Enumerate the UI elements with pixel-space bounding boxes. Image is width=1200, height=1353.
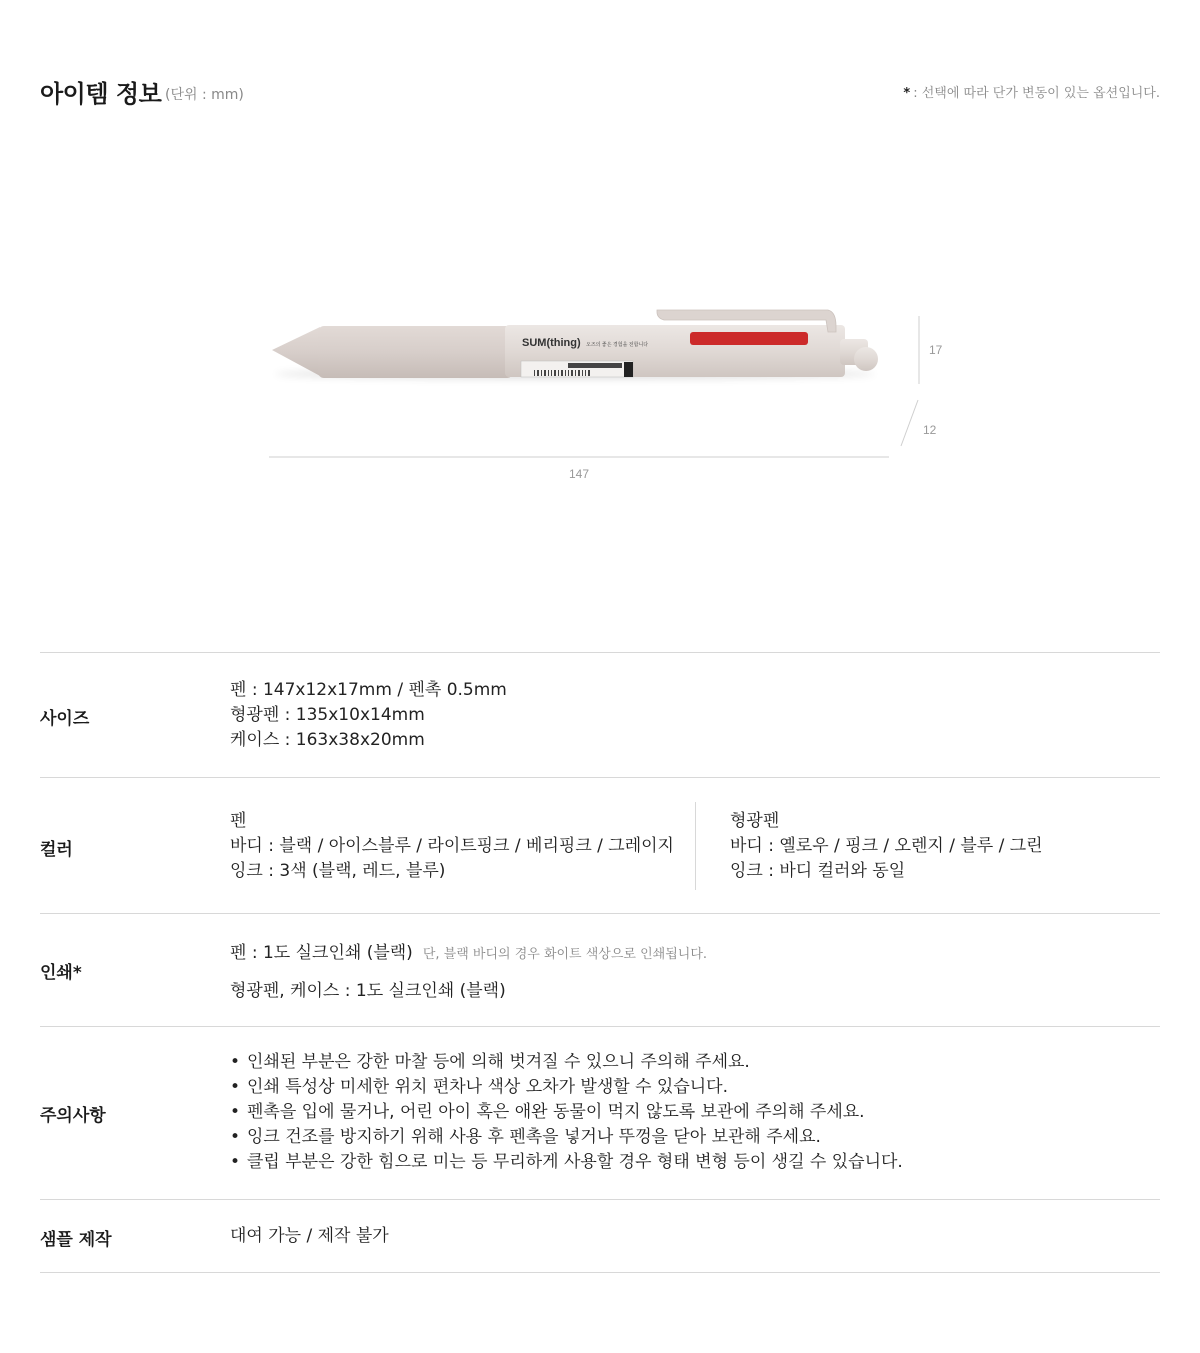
color-row xyxy=(40,778,1160,914)
pen-print-info xyxy=(230,938,707,963)
pen-red-slider xyxy=(690,332,808,345)
pen-color-column xyxy=(230,809,674,884)
size-row xyxy=(40,653,1160,778)
pen-body-colors: 바디 : 블랙 / 아이스블루 / 라이트핑크 / 베리핑크 / 그레이지 xyxy=(230,836,674,856)
print-row xyxy=(40,914,1160,1027)
star-icon: * xyxy=(903,86,911,101)
sample-label: 샘플 제작 xyxy=(40,1230,112,1250)
pen-tip xyxy=(272,327,322,377)
length-label: 147 xyxy=(569,467,590,481)
bullet-icon: • xyxy=(230,1127,241,1147)
pen-print-note: 단, 블랙 바디의 경우 화이트 색상으로 인쇄됩니다. xyxy=(422,947,708,962)
spec-table xyxy=(40,652,1160,1273)
caution-text: 클립 부분은 강한 힘으로 미는 등 무리하게 사용할 경우 형태 변형 등이 생길 수 있습니다. xyxy=(247,1152,903,1172)
bullet-icon: • xyxy=(230,1052,241,1072)
product-dimension-figure xyxy=(0,120,1200,640)
list-item xyxy=(230,1075,903,1100)
caution-text: 인쇄된 부분은 강한 마찰 등에 의해 벗겨질 수 있으니 주의해 주세요. xyxy=(247,1052,750,1072)
caution-label: 주의사항 xyxy=(40,1106,106,1126)
option-note-text: : 선택에 따라 단가 변동이 있는 옵션입니다. xyxy=(913,86,1160,101)
caution-text: 펜촉을 입에 물거나, 어린 아이 혹은 애완 동물이 먹지 않도록 보관에 주의해 주세요. xyxy=(247,1102,865,1122)
sample-row xyxy=(40,1200,1160,1273)
size-line: 케이스 : 163x38x20mm xyxy=(230,730,425,750)
column-divider xyxy=(695,802,696,890)
highlighter-body-colors: 바디 : 옐로우 / 핑크 / 오렌지 / 블루 / 그린 xyxy=(730,836,1043,856)
item-info-header xyxy=(40,72,1160,112)
pen-illustration xyxy=(0,120,1200,640)
bullet-icon: • xyxy=(230,1152,241,1172)
highlighter-color-column xyxy=(730,809,1043,884)
size-values xyxy=(230,678,507,753)
size-line: 형광펜 : 135x10x14mm xyxy=(230,705,425,725)
list-item xyxy=(230,1125,903,1150)
caution-text: 인쇄 특성상 미세한 위치 편차나 색상 오차가 발생할 수 있습니다. xyxy=(247,1077,729,1097)
caution-list xyxy=(230,1050,903,1175)
bullet-icon: • xyxy=(230,1077,241,1097)
pen-end-knob xyxy=(854,347,878,371)
page-title: 아이템 정보 xyxy=(40,80,162,108)
depth-label: 12 xyxy=(923,423,937,437)
bullet-icon: • xyxy=(230,1102,241,1122)
sticker-color-chip xyxy=(624,362,633,377)
pen-print-method: 펜 : 1도 실크인쇄 (블랙) xyxy=(230,943,413,963)
pen-brand-print: SUM(thing) xyxy=(522,337,581,349)
unit-label: (단위 : mm) xyxy=(165,87,244,103)
depth-dimension-line xyxy=(901,400,918,446)
sticker-label-band xyxy=(568,363,622,368)
print-label: 인쇄* xyxy=(40,963,82,983)
list-item xyxy=(230,1150,903,1175)
highlighter-color-title: 형광펜 xyxy=(730,811,780,831)
pen-ink-colors: 잉크 : 3색 (블랙, 레드, 블루) xyxy=(230,861,446,881)
caution-text: 잉크 건조를 방지하기 위해 사용 후 펜촉을 넣거나 뚜껑을 닫아 보관해 주세요. xyxy=(247,1127,821,1147)
highlighter-ink-colors: 잉크 : 바디 컬러와 동일 xyxy=(730,861,906,881)
sample-value: 대여 가능 / 제작 불가 xyxy=(230,1226,389,1246)
others-print-method: 형광펜, 케이스 : 1도 실크인쇄 (블랙) xyxy=(230,981,506,1001)
size-label: 사이즈 xyxy=(40,709,90,729)
size-line: 펜 : 147x12x17mm / 펜촉 0.5mm xyxy=(230,680,507,700)
caution-row xyxy=(40,1027,1160,1200)
pen-grip xyxy=(318,326,513,378)
pen-tagline-print: 오즈의 좋은 경험을 전합니다 xyxy=(586,342,649,348)
height-label: 17 xyxy=(929,343,943,357)
list-item xyxy=(230,1050,903,1075)
option-note xyxy=(903,82,1160,101)
pen-color-title: 펜 xyxy=(230,811,247,831)
color-label: 컬러 xyxy=(40,840,73,860)
list-item xyxy=(230,1100,903,1125)
